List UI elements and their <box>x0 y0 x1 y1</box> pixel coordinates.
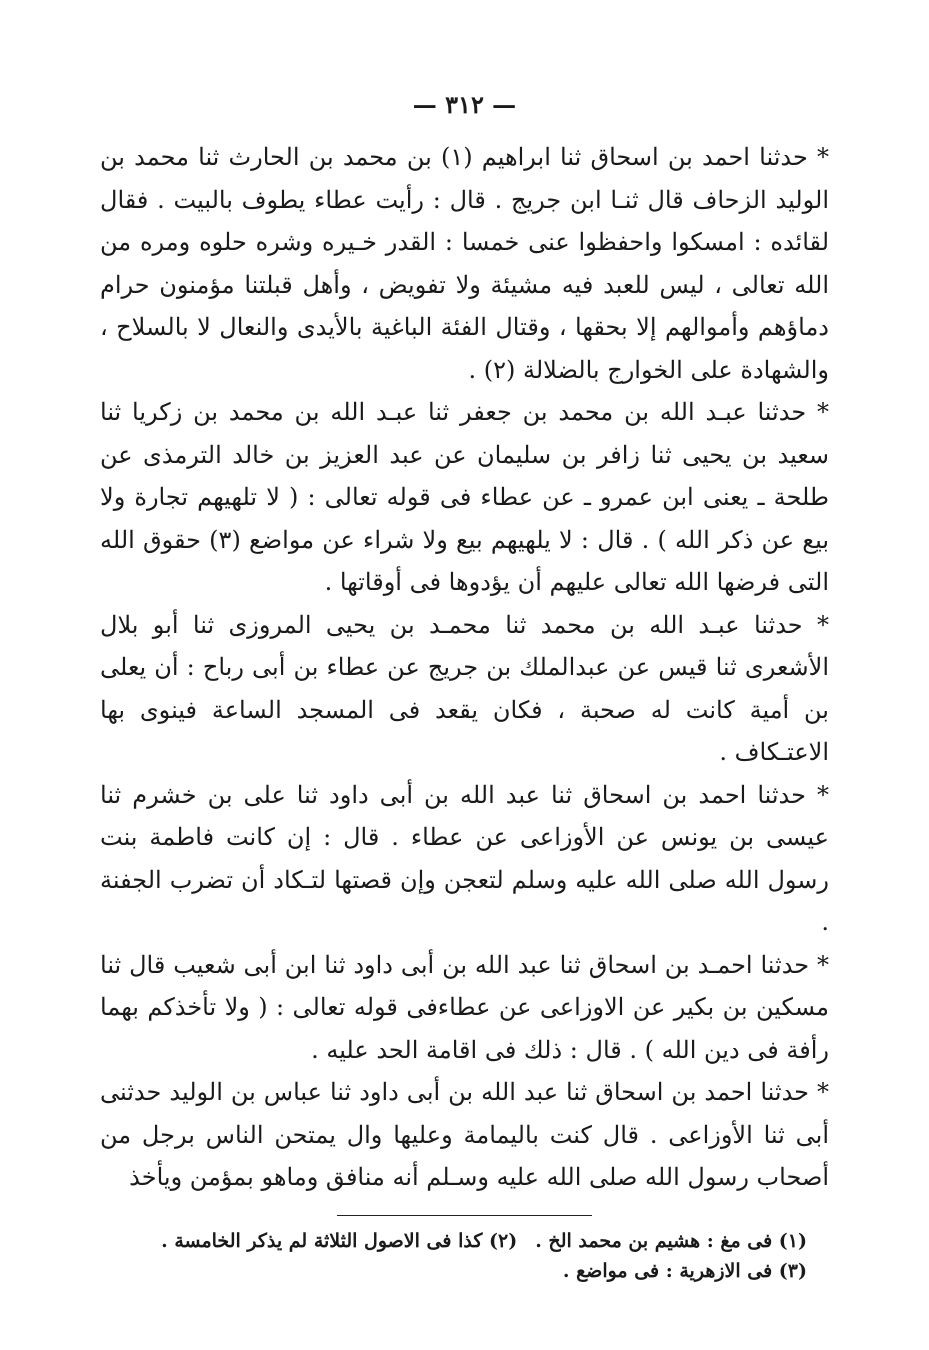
footnote-3: (٣) فى الازهرية : فى مواضع . <box>562 1259 807 1282</box>
paragraph-4: * حدثنا احمد بن اسحاق ثنا عبد الله بن أبى داود ثنا على بن خشرم ثنا عيسى بن يونس عن الأوزاعى عن عطاء . قال : إن كانت فاطمة بنت رسول الله صلى الله عليه وسلم لتعجن وإن قصتها لتـكاد أن تضرب الجفنة . <box>100 780 829 936</box>
paragraph-1: * حدثنا احمد بن اسحاق ثنا ابراهيم (١) بن محمد بن الحارث ثنا محمد بن الوليد الزحاف قال ثنـا ابن جريج . قال : رأيت عطاء يطوف بالبيت . فقال لقائده : امسكوا واحفظوا عنى خمسا : القدر خـيره وشره حلوه ومره من الله تعالى ، ليس للعبد فيه مشيئة ولا تفويض ، وأهل قبلتنا مؤمنون حرام دماؤهم وأموالهم إلا بحقها ، وقتال الفئة الباغية بالأيدى والنعال لا بالسلاح ، والشهادة على الخوارج بالضلالة (٢) . <box>100 143 829 384</box>
footnote-2: (٢) كذا فى الاصول الثلاثة لم يذكر الخامسة . <box>161 1229 518 1252</box>
footnote-line-1 <box>100 1226 807 1256</box>
footnotes <box>100 1226 829 1286</box>
paragraph-3: * حدثنا عبـد الله بن محمد ثنا محمـد بن يحيى المروزى ثنا أبو بلال الأشعرى ثنا قيس عن عبدالملك بن جريج عن عطاء بن أبى رباح : أن يعلى بن أمية كانت له صحبة ، فكان يقعد فى المسجد الساعة فينوى بها الاعتـكاف . <box>100 610 830 766</box>
footnote-1: (١) فى مغ : هشيم بن محمد الخ . <box>535 1229 807 1252</box>
paragraph-2: * حدثنا عبـد الله بن محمد بن جعفر ثنا عبـد الله بن محمد بن زكريا ثنا سعيد بن يحيى ثنا زافر بن سليمان عن عبد العزيز بن خالد الترمذى عن طلحة ـ يعنى ابن عمرو ـ عن عطاء فى قوله تعالى : ( لا تلهيهم تجارة ولا بيع عن ذكر الله ) . قال : لا يلهيهم بيع ولا شراء عن مواضع (٣) حقوق الله التى فرضها الله تعالى عليهم أن يؤدوها فى أوقاتها . <box>100 398 830 596</box>
page-number: — ٣١٢ — <box>412 90 517 119</box>
paragraph-6: * حدثنا احمد بن اسحاق ثنا عبد الله بن أبى داود ثنا عباس بن الوليد حدثنى أبى ثنا الأوزاعى . قال كنت باليمامة وعليها وال يمتحن الناس برجل من أصحاب رسول الله صلى الله عليه وسـلم أنه منافق وماهو بمؤمن ويأخذ <box>100 1078 829 1191</box>
main-text <box>100 136 829 1199</box>
footnote-separator <box>337 1215 592 1216</box>
footnote-line-2 <box>100 1256 807 1286</box>
footnote-separator-wrap <box>100 1199 829 1226</box>
paragraph-5: * حدثنا احمـد بن اسحاق ثنا عبد الله بن أبى داود ثنا ابن أبى شعيب قال ثنا مسكين بن بكير عن الاوزاعى عن عطاءفى قوله تعالى : ( ولا تأخذكم بهما رأفة فى دين الله ) . قال : ذلك فى اقامة الحد عليه . <box>100 950 830 1064</box>
